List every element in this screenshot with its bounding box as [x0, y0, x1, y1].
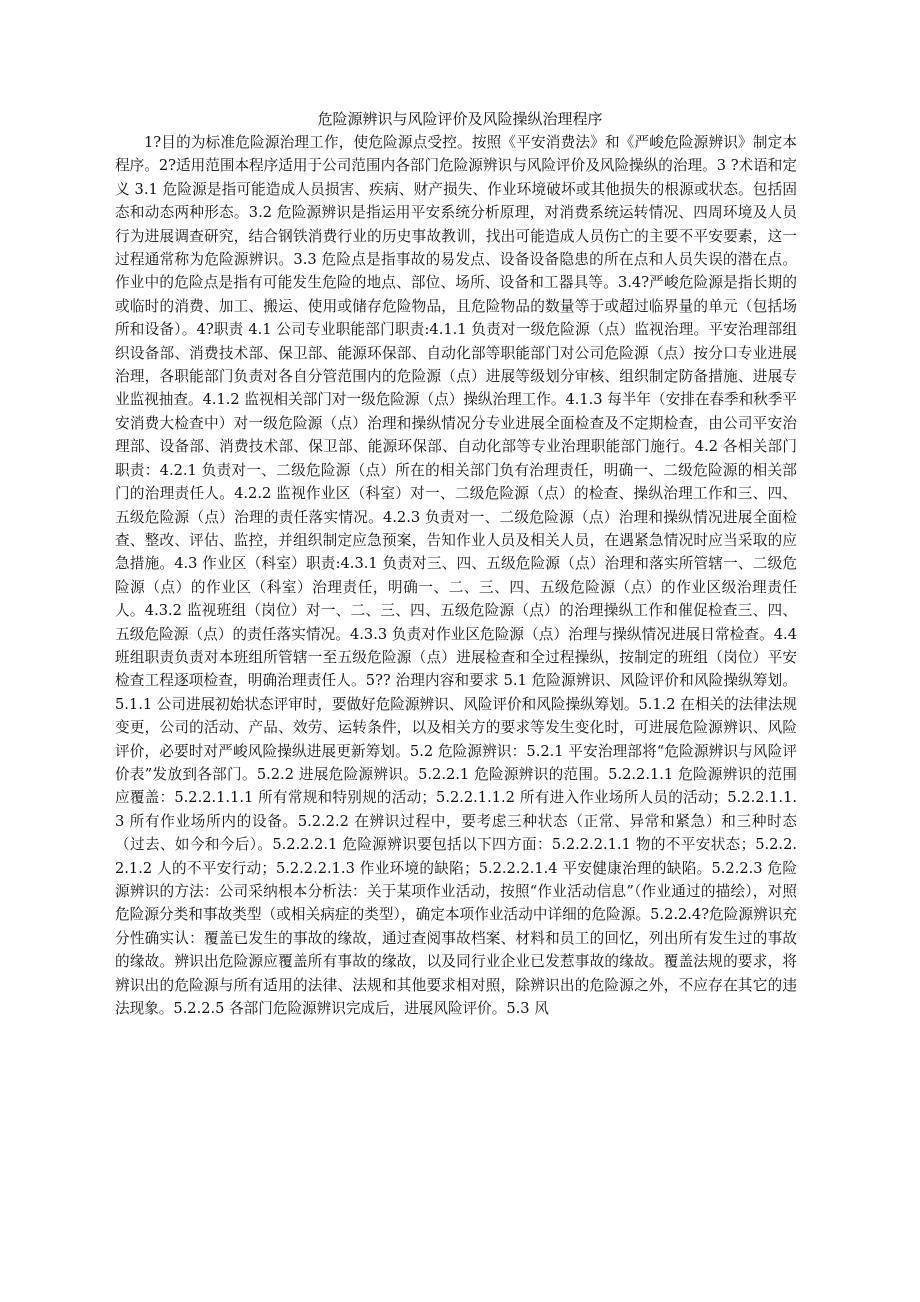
document-body-paragraph: 1?目的为标准危险源治理工作，使危险源点受控。按照《平安消费法》和《严峻危险源辨识》制定本程序。2?适用范围本程序适用于公司范围内各部门危险源辨识与风险评价及风险操纵的治理。3 ?术语和定义 3.1 危险源是指可能造成人员损害、疾病、财产损失、作业环境破坏或其他损失的根源或状态。包括固态和动态两种形态。3.2 危险源辨识是指运用平安系统分析原理，对消费系统运转情况、四周环境及人员行为进展调查研究，结合钢铁消费行业的历史事故教训，找出可能造成人员伤亡的主要不平安要素，这一过程通常称为危险源辨识。3.3 危险点是指事故的易发点、设备设备隐患的所在点和人员失误的潜在点。作业中的危险点是指有可能发生危险的地点、部位、场所、设备和工器具等。3.4?严峻危险源是指长期的或临时的消费、加工、搬运、使用或储存危险物品，且危险物品的数量等于或超过临界量的单元（包括场所和设备）。4?职责 4.1 公司专业职能部门职责:4.1.1 负责对一级危险源（点）监视治理。平安治理部组织设备部、消费技术部、保卫部、能源环保部、自动化部等职能部门对公司危险源（点）按分口专业进展治理，各职能部门负责对各自分管范围内的危险源（点）进展等级划分审核、组织制定防备措施、进展专业监视抽查。4.1.2 监视相关部门对一级危险源（点）操纵治理工作。4.1.3 每半年（安排在春季和秋季平安消费大检查中）对一级危险源（点）治理和操纵情况分专业进展全面检查及不定期检查，由公司平安治理部、设备部、消费技术部、保卫部、能源环保部、自动化部等专业治理职能部门施行。4.2 各相关部门职责：4.2.1 负责对一、二级危险源（点）所在的相关部门负有治理责任，明确一、二级危险源的相关部门的治理责任人。4.2.2 监视作业区（科室）对一、二级危险源（点）的检查、操纵治理工作和三、四、五级危险源（点）治理的责任落实情况。4.2.3 负责对一、二级危险源（点）治理和操纵情况进展全面检查、整改、评估、监控，并组织制定应急预案，告知作业人员及相关人员，在遇紧急情况时应当采取的应急措施。4.3 作业区（科室）职责:4.3.1 负责对三、四、五级危险源（点）治理和落实所管辖一、二级危险源（点）的作业区（科室）治理责任，明确一、二、三、四、五级危险源（点）的作业区级治理责任人。4.3.2 监视班组（岗位）对一、二、三、四、五级危险源（点）的治理操纵工作和催促检查三、四、五级危险源（点）的责任落实情况。4.3.3 负责对作业区危险源（点）治理与操纵情况进展日常检查。4.4 班组职责负责对本班组所管辖一至五级危险源（点）进展检查和全过程操纵，按制定的班组（岗位）平安检查工程逐项检查，明确治理责任人。5?? 治理内容和要求 5.1 危险源辨识、风险评价和风险操纵筹划。5.1.1 公司进展初始状态评审时，要做好危险源辨识、风险评价和风险操纵筹划。5.1.2 在相关的法律法规变更，公司的活动、产品、效劳、运转条件，以及相关方的要求等发生变化时，可进展危险源辨识、风险评价，必要时对严峻风险操纵进展更新筹划。5.2 危险源辨识：5.2.1 平安治理部将“危险源辨识与风险评价表”发放到各部门。5.2.2 进展危险源辨识。5.2.2.1 危险源辨识的范围。5.2.2.1.1 危险源辨识的范围应覆盖：5.2.2.1.1.1 所有常规和特别规的活动；5.2.2.1.1.2 所有进入作业场所人员的活动；5.2.2.1.1.3 所有作业场所内的设备。5.2.2.2 在辨识过程中，要考虑三种状态（正常、异常和紧急）和三种时态（过去、如今和今后）。5.2.2.2.1 危险源辨识要包括以下四方面：5.2.2.2.1.1 物的不平安状态；5.2.2.2.1.2 人的不平安行动；5.2.2.2.1.3 作业环境的缺陷；5.2.2.2.1.4 平安健康治理的缺陷。5.2.2.3 危险源辨识的方法：公司采纳根本分析法：关于某项作业活动，按照“作业活动信息”（作业通过的描绘），对照危险源分类和事故类型（或相关病症的类型），确定本项作业活动中详细的危险源。5.2.2.4?危险源辨识充分性确实认：覆盖已发生的事故的缘故，通过查阅事故档案、材料和员工的回忆，列出所有发生过的事故的缘故。辨识出危险源应覆盖所有事故的缘故，以及同行业企业已发惹事故的缘故。覆盖法规的要求，将辨识出的危险源与所有适用的法律、法规和其他要求相对照，除辨识出的危险源之外，不应存在其它的违法现象。5.2.2.5 各部门危险源辨识完成后，进展风险评价。5.3 风	[115, 134, 797, 1018]
document-title: 危险源辨识与风险评价及风险操纵治理程序	[317, 110, 603, 128]
